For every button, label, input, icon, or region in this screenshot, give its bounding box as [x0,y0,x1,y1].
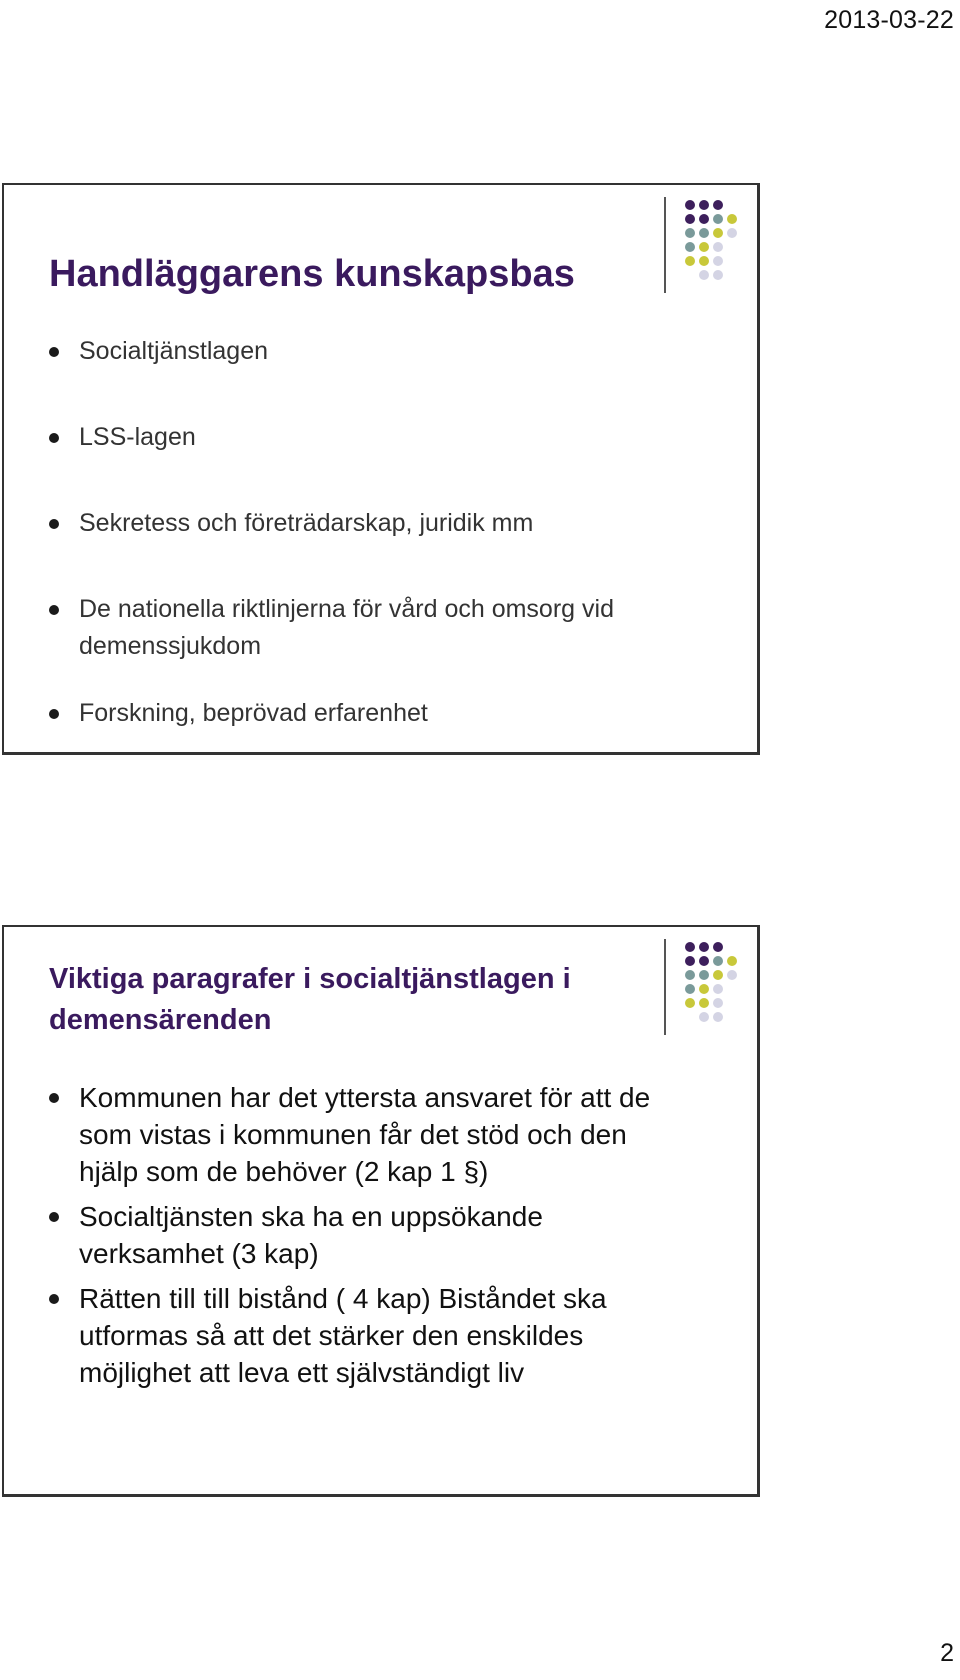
decorative-dot [727,228,737,238]
decorative-dot [699,998,709,1008]
decorative-dot [685,984,695,994]
decorative-dot [713,956,723,966]
decorative-dot [699,956,709,966]
decorative-divider [664,939,666,1035]
decorative-dot [713,984,723,994]
decorative-dot [713,228,723,238]
list-item: De nationella riktlinjerna för vård och omsorg vid demenssjukdom [49,591,729,665]
decorative-dot [727,970,737,980]
dot-grid-logo-icon [682,197,762,297]
decorative-dot [699,1012,709,1022]
decorative-dot [713,1012,723,1022]
slide-1-title: Handläggarens kunskapsbas [49,253,575,295]
decorative-dot [699,242,709,252]
decorative-dot [685,214,695,224]
decorative-dot [699,970,709,980]
decorative-dot [713,214,723,224]
decorative-dot [713,998,723,1008]
decorative-dot [685,998,695,1008]
decorative-dot [699,984,709,994]
decorative-dot [685,200,695,210]
decorative-dot [699,228,709,238]
decorative-dot [699,942,709,952]
decorative-dot [699,256,709,266]
decorative-dot [685,942,695,952]
slide-1 [2,183,760,755]
slide-1-bullet-list [49,333,729,781]
decorative-dot [713,942,723,952]
decorative-dot [699,270,709,280]
decorative-dot [713,270,723,280]
decorative-dot [685,242,695,252]
decorative-dot [685,256,695,266]
slide-2 [2,925,760,1497]
decorative-dot [713,256,723,266]
slide-2-title: Viktiga paragrafer i socialtjänstlagen i demensärenden [49,963,571,1036]
decorative-dot [699,214,709,224]
decorative-dot [727,214,737,224]
decorative-dot [713,200,723,210]
decorative-divider [664,197,666,293]
decorative-dot [699,200,709,210]
decorative-dot [713,970,723,980]
decorative-dot [685,228,695,238]
page-number: 2 [940,1639,954,1667]
list-item: Socialtjänsten ska ha en uppsökande verksamhet (3 kap) [49,1198,689,1272]
list-item: Socialtjänstlagen [49,333,729,370]
decorative-dot [685,956,695,966]
list-item: Sekretess och företrädarskap, juridik mm [49,505,729,542]
decorative-dot [685,970,695,980]
decorative-dot [713,242,723,252]
dot-grid-logo-icon [682,939,762,1039]
slide-2-bullet-list [49,1079,689,1399]
list-item: Rätten till till bistånd ( 4 kap) Biståndet ska utformas så att det stärker den enskildes möjlighet att leva ett självständigt liv [49,1280,689,1391]
list-item: Kommunen har det yttersta ansvaret för att de som vistas i kommunen får det stöd och den hjälp som de behöver (2 kap 1 §) [49,1079,689,1190]
list-item: LSS-lagen [49,419,729,456]
decorative-dot [727,956,737,966]
list-item: Forskning, beprövad erfarenhet [49,695,729,732]
page-date: 2013-03-22 [824,6,954,34]
